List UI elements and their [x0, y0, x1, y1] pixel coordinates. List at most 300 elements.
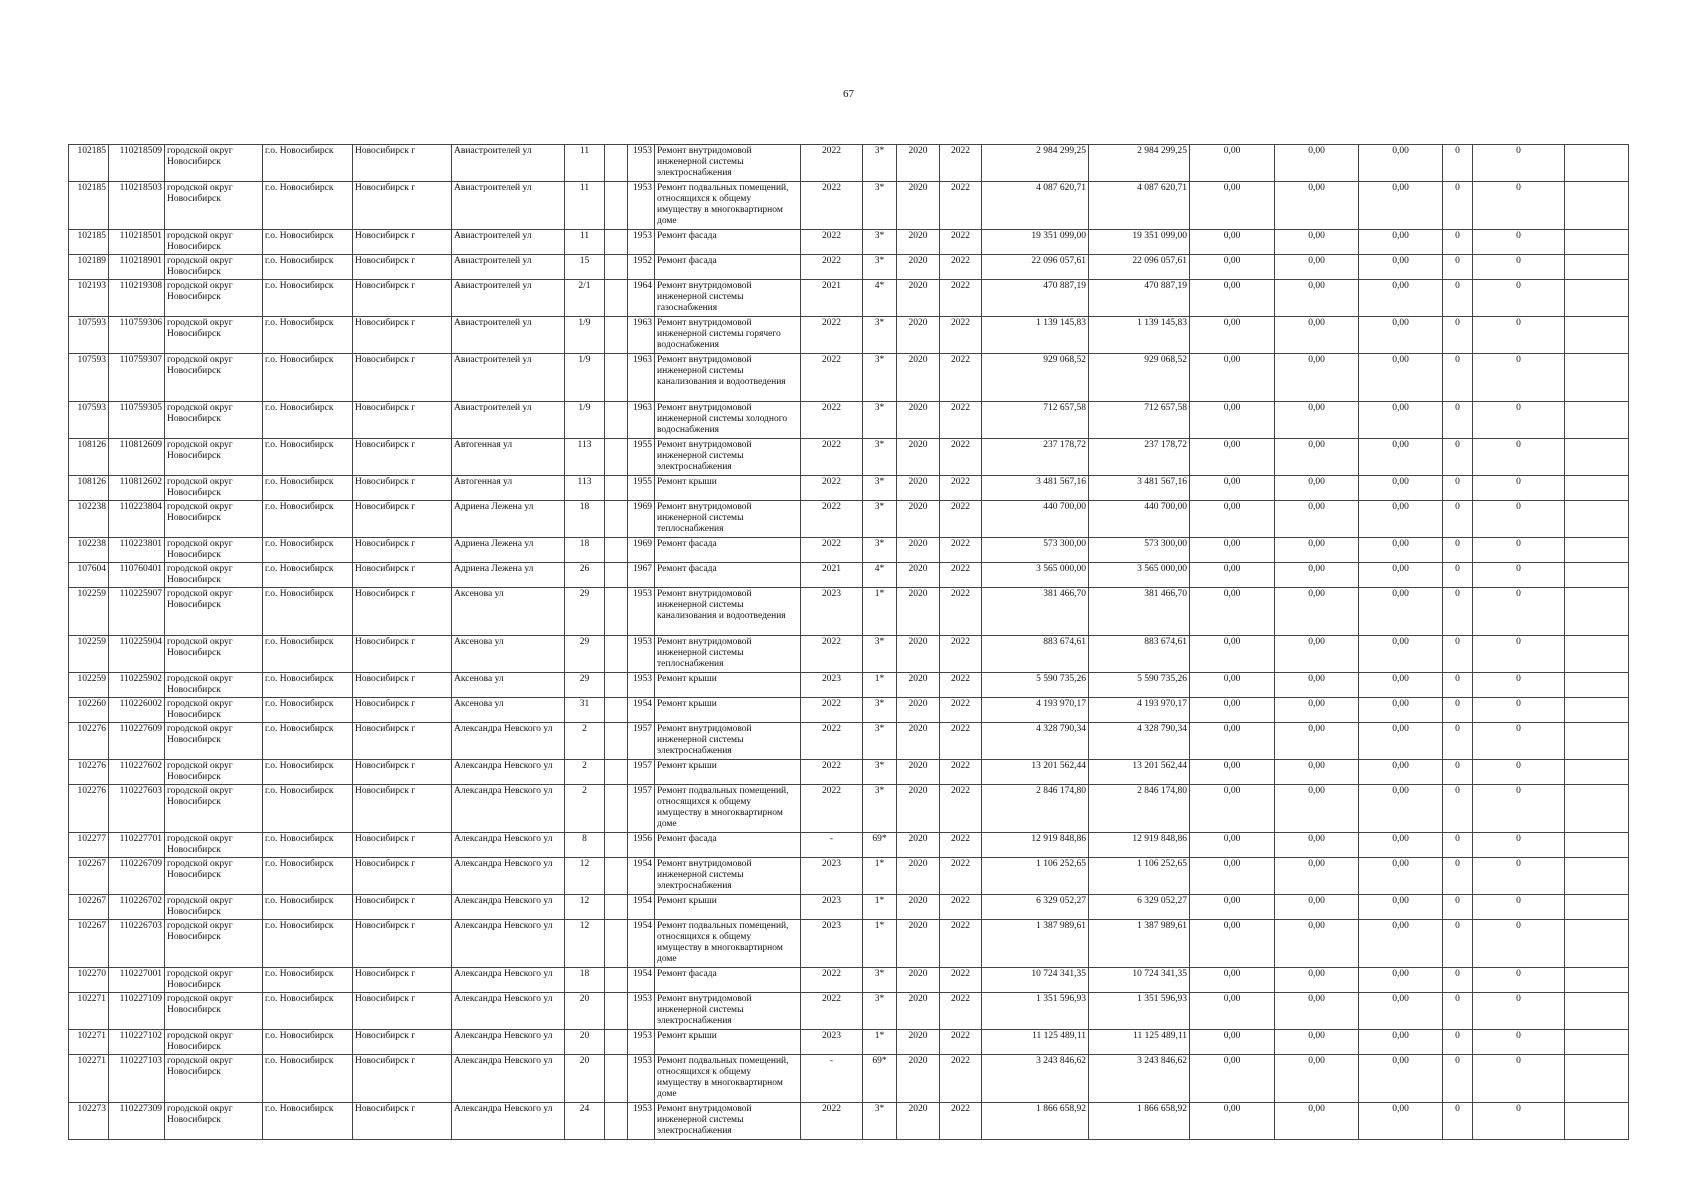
row-total-cost: 4 328 790,34	[982, 723, 1089, 760]
row-house: 113	[565, 439, 605, 476]
row-letter	[605, 563, 628, 588]
row-work-type: Ремонт фасада	[655, 968, 801, 993]
row-budget-b: 0,00	[1275, 858, 1359, 895]
row-count-d: 0	[1443, 255, 1473, 280]
row-budget-a: 0,00	[1190, 354, 1275, 402]
row-fund-cost: 10 724 341,35	[1089, 968, 1190, 993]
row-id: 107593	[69, 402, 109, 439]
row-priority: 3*	[863, 145, 897, 182]
row-plan-year: 2022	[801, 317, 863, 354]
row-id: 102270	[69, 968, 109, 993]
row-code: 110218503	[109, 182, 165, 230]
row-note	[1565, 833, 1629, 858]
row-work-type: Ремонт крыши	[655, 476, 801, 501]
row-year-start: 2020	[897, 588, 940, 636]
row-count-d: 0	[1443, 636, 1473, 673]
row-count-e: 0	[1473, 1055, 1565, 1103]
row-work-type: Ремонт крыши	[655, 1030, 801, 1055]
row-work-type: Ремонт внутридомовой инженерной системы холодного водоснабжения	[655, 402, 801, 439]
row-count-d: 0	[1443, 230, 1473, 255]
row-count-e: 0	[1473, 255, 1565, 280]
row-city: Новосибирск г	[353, 563, 452, 588]
row-house: 12	[565, 858, 605, 895]
row-fund-cost: 1 351 596,93	[1089, 993, 1190, 1030]
row-count-e: 0	[1473, 920, 1565, 968]
row-count-e: 0	[1473, 1030, 1565, 1055]
row-plan-year: 2023	[801, 1030, 863, 1055]
row-count-d: 0	[1443, 317, 1473, 354]
row-year-end: 2022	[940, 833, 982, 858]
row-budget-c: 0,00	[1359, 501, 1443, 538]
row-city: Новосибирск г	[353, 476, 452, 501]
row-priority: 3*	[863, 1103, 897, 1140]
row-year-end: 2022	[940, 760, 982, 785]
row-note	[1565, 760, 1629, 785]
row-id: 102185	[69, 230, 109, 255]
row-street: Александра Невского ул	[452, 895, 565, 920]
row-plan-year: -	[801, 833, 863, 858]
row-budget-b: 0,00	[1275, 673, 1359, 698]
row-budget-c: 0,00	[1359, 636, 1443, 673]
row-budget-b: 0,00	[1275, 255, 1359, 280]
row-street: Александра Невского ул	[452, 1055, 565, 1103]
row-city: Новосибирск г	[353, 255, 452, 280]
row-year-start: 2020	[897, 833, 940, 858]
row-total-cost: 712 657,58	[982, 402, 1089, 439]
row-municipality: г.о. Новосибирск	[263, 182, 353, 230]
row-note	[1565, 145, 1629, 182]
row-priority: 3*	[863, 968, 897, 993]
row-work-type: Ремонт крыши	[655, 698, 801, 723]
row-count-d: 0	[1443, 858, 1473, 895]
row-build-year: 1953	[628, 993, 655, 1030]
row-note	[1565, 723, 1629, 760]
row-code: 110759307	[109, 354, 165, 402]
row-code: 110225902	[109, 673, 165, 698]
row-street: Александра Невского ул	[452, 785, 565, 833]
row-build-year: 1953	[628, 588, 655, 636]
row-note	[1565, 476, 1629, 501]
row-code: 110225907	[109, 588, 165, 636]
row-city: Новосибирск г	[353, 1055, 452, 1103]
row-work-type: Ремонт крыши	[655, 895, 801, 920]
row-city: Новосибирск г	[353, 1103, 452, 1140]
row-year-start: 2020	[897, 1030, 940, 1055]
row-priority: 1*	[863, 673, 897, 698]
row-note	[1565, 230, 1629, 255]
row-city: Новосибирск г	[353, 317, 452, 354]
row-work-type: Ремонт подвальных помещений, относящихся к общему имуществу в многоквартирном доме	[655, 785, 801, 833]
row-id: 102267	[69, 920, 109, 968]
row-work-type: Ремонт фасада	[655, 538, 801, 563]
row-count-e: 0	[1473, 230, 1565, 255]
row-municipality: г.о. Новосибирск	[263, 636, 353, 673]
row-year-start: 2020	[897, 182, 940, 230]
row-work-type: Ремонт фасада	[655, 563, 801, 588]
row-count-e: 0	[1473, 563, 1565, 588]
row-street: Авиастроителей ул	[452, 182, 565, 230]
row-city: Новосибирск г	[353, 636, 452, 673]
row-municipality: г.о. Новосибирск	[263, 858, 353, 895]
row-budget-a: 0,00	[1190, 402, 1275, 439]
row-house: 29	[565, 673, 605, 698]
row-budget-c: 0,00	[1359, 1103, 1443, 1140]
row-district: городской округ Новосибирск	[165, 317, 263, 354]
row-letter	[605, 439, 628, 476]
row-year-end: 2022	[940, 895, 982, 920]
row-budget-c: 0,00	[1359, 895, 1443, 920]
table-row	[69, 354, 1629, 402]
table-row	[69, 1103, 1629, 1140]
row-priority: 69*	[863, 1055, 897, 1103]
row-municipality: г.о. Новосибирск	[263, 968, 353, 993]
row-year-start: 2020	[897, 280, 940, 317]
row-budget-a: 0,00	[1190, 858, 1275, 895]
row-build-year: 1953	[628, 1103, 655, 1140]
row-budget-c: 0,00	[1359, 1030, 1443, 1055]
row-city: Новосибирск г	[353, 920, 452, 968]
row-year-end: 2022	[940, 588, 982, 636]
row-letter	[605, 501, 628, 538]
table-row	[69, 833, 1629, 858]
row-count-d: 0	[1443, 476, 1473, 501]
row-build-year: 1963	[628, 402, 655, 439]
row-budget-c: 0,00	[1359, 1055, 1443, 1103]
row-year-end: 2022	[940, 1055, 982, 1103]
row-budget-a: 0,00	[1190, 993, 1275, 1030]
row-year-end: 2022	[940, 785, 982, 833]
row-street: Александра Невского ул	[452, 858, 565, 895]
row-year-end: 2022	[940, 920, 982, 968]
row-street: Авиастроителей ул	[452, 280, 565, 317]
row-budget-b: 0,00	[1275, 439, 1359, 476]
row-count-d: 0	[1443, 785, 1473, 833]
row-fund-cost: 2 846 174,80	[1089, 785, 1190, 833]
row-total-cost: 6 329 052,27	[982, 895, 1089, 920]
row-year-end: 2022	[940, 698, 982, 723]
row-code: 110223801	[109, 538, 165, 563]
row-note	[1565, 1055, 1629, 1103]
row-fund-cost: 237 178,72	[1089, 439, 1190, 476]
row-municipality: г.о. Новосибирск	[263, 588, 353, 636]
row-year-end: 2022	[940, 723, 982, 760]
row-count-d: 0	[1443, 723, 1473, 760]
row-year-end: 2022	[940, 280, 982, 317]
row-municipality: г.о. Новосибирск	[263, 760, 353, 785]
row-code: 110812602	[109, 476, 165, 501]
row-total-cost: 1 866 658,92	[982, 1103, 1089, 1140]
row-plan-year: 2021	[801, 563, 863, 588]
row-street: Александра Невского ул	[452, 723, 565, 760]
row-fund-cost: 573 300,00	[1089, 538, 1190, 563]
row-code: 110759306	[109, 317, 165, 354]
row-work-type: Ремонт фасада	[655, 833, 801, 858]
row-district: городской округ Новосибирск	[165, 538, 263, 563]
row-plan-year: 2023	[801, 920, 863, 968]
table-row	[69, 476, 1629, 501]
row-district: городской округ Новосибирск	[165, 501, 263, 538]
row-work-type: Ремонт крыши	[655, 760, 801, 785]
row-district: городской округ Новосибирск	[165, 1055, 263, 1103]
row-fund-cost: 6 329 052,27	[1089, 895, 1190, 920]
row-work-type: Ремонт внутридомовой инженерной системы теплоснабжения	[655, 501, 801, 538]
row-year-start: 2020	[897, 538, 940, 563]
row-total-cost: 573 300,00	[982, 538, 1089, 563]
row-street: Адриена Лежена ул	[452, 538, 565, 563]
table-row	[69, 317, 1629, 354]
row-budget-a: 0,00	[1190, 230, 1275, 255]
row-id: 102189	[69, 255, 109, 280]
row-budget-a: 0,00	[1190, 1055, 1275, 1103]
row-work-type: Ремонт внутридомовой инженерной системы канализования и водоотведения	[655, 354, 801, 402]
row-budget-b: 0,00	[1275, 1030, 1359, 1055]
row-year-start: 2020	[897, 698, 940, 723]
row-city: Новосибирск г	[353, 895, 452, 920]
row-build-year: 1957	[628, 723, 655, 760]
row-year-end: 2022	[940, 145, 982, 182]
row-priority: 3*	[863, 698, 897, 723]
row-house: 12	[565, 920, 605, 968]
row-district: городской округ Новосибирск	[165, 785, 263, 833]
row-municipality: г.о. Новосибирск	[263, 723, 353, 760]
row-district: городской округ Новосибирск	[165, 993, 263, 1030]
row-municipality: г.о. Новосибирск	[263, 920, 353, 968]
row-letter	[605, 673, 628, 698]
row-build-year: 1953	[628, 673, 655, 698]
table-row	[69, 895, 1629, 920]
row-district: городской округ Новосибирск	[165, 723, 263, 760]
row-fund-cost: 13 201 562,44	[1089, 760, 1190, 785]
row-build-year: 1969	[628, 501, 655, 538]
row-priority: 3*	[863, 255, 897, 280]
row-build-year: 1969	[628, 538, 655, 563]
row-municipality: г.о. Новосибирск	[263, 895, 353, 920]
row-code: 110226709	[109, 858, 165, 895]
row-year-end: 2022	[940, 255, 982, 280]
row-budget-a: 0,00	[1190, 280, 1275, 317]
row-district: городской округ Новосибирск	[165, 1030, 263, 1055]
row-budget-c: 0,00	[1359, 993, 1443, 1030]
row-municipality: г.о. Новосибирск	[263, 317, 353, 354]
row-build-year: 1953	[628, 145, 655, 182]
row-house: 1/9	[565, 402, 605, 439]
row-count-e: 0	[1473, 476, 1565, 501]
row-house: 1/9	[565, 317, 605, 354]
row-year-end: 2022	[940, 1030, 982, 1055]
row-budget-b: 0,00	[1275, 895, 1359, 920]
row-budget-b: 0,00	[1275, 588, 1359, 636]
row-letter	[605, 538, 628, 563]
row-year-start: 2020	[897, 673, 940, 698]
row-municipality: г.о. Новосибирск	[263, 785, 353, 833]
row-budget-b: 0,00	[1275, 1055, 1359, 1103]
row-district: городской округ Новосибирск	[165, 588, 263, 636]
row-code: 110227001	[109, 968, 165, 993]
row-plan-year: 2023	[801, 673, 863, 698]
row-municipality: г.о. Новосибирск	[263, 280, 353, 317]
row-budget-a: 0,00	[1190, 895, 1275, 920]
row-letter	[605, 993, 628, 1030]
row-budget-b: 0,00	[1275, 182, 1359, 230]
row-district: городской округ Новосибирск	[165, 563, 263, 588]
row-house: 20	[565, 993, 605, 1030]
row-plan-year: 2022	[801, 1103, 863, 1140]
row-count-d: 0	[1443, 895, 1473, 920]
row-budget-b: 0,00	[1275, 636, 1359, 673]
row-id: 102276	[69, 723, 109, 760]
row-work-type: Ремонт крыши	[655, 673, 801, 698]
row-priority: 3*	[863, 501, 897, 538]
row-code: 110225904	[109, 636, 165, 673]
row-municipality: г.о. Новосибирск	[263, 145, 353, 182]
row-letter	[605, 402, 628, 439]
row-budget-c: 0,00	[1359, 317, 1443, 354]
row-work-type: Ремонт внутридомовой инженерной системы горячего водоснабжения	[655, 317, 801, 354]
row-budget-b: 0,00	[1275, 563, 1359, 588]
row-city: Новосибирск г	[353, 760, 452, 785]
row-budget-c: 0,00	[1359, 476, 1443, 501]
row-id: 107593	[69, 317, 109, 354]
row-letter	[605, 785, 628, 833]
row-budget-a: 0,00	[1190, 439, 1275, 476]
row-budget-a: 0,00	[1190, 723, 1275, 760]
row-total-cost: 4 087 620,71	[982, 182, 1089, 230]
row-street: Авиастроителей ул	[452, 317, 565, 354]
table-row	[69, 439, 1629, 476]
row-fund-cost: 929 068,52	[1089, 354, 1190, 402]
row-letter	[605, 760, 628, 785]
row-fund-cost: 11 125 489,11	[1089, 1030, 1190, 1055]
row-code: 110227309	[109, 1103, 165, 1140]
row-house: 11	[565, 145, 605, 182]
row-city: Новосибирск г	[353, 833, 452, 858]
row-id: 102267	[69, 858, 109, 895]
row-house: 24	[565, 1103, 605, 1140]
row-total-cost: 10 724 341,35	[982, 968, 1089, 993]
row-budget-a: 0,00	[1190, 501, 1275, 538]
row-total-cost: 19 351 099,00	[982, 230, 1089, 255]
row-priority: 69*	[863, 833, 897, 858]
row-street: Авиастроителей ул	[452, 354, 565, 402]
row-id: 102259	[69, 673, 109, 698]
row-work-type: Ремонт подвальных помещений, относящихся к общему имуществу в многоквартирном доме	[655, 920, 801, 968]
row-code: 110227102	[109, 1030, 165, 1055]
row-district: городской округ Новосибирск	[165, 354, 263, 402]
row-letter	[605, 1055, 628, 1103]
row-count-e: 0	[1473, 354, 1565, 402]
row-letter	[605, 588, 628, 636]
row-count-e: 0	[1473, 1103, 1565, 1140]
row-total-cost: 470 887,19	[982, 280, 1089, 317]
table-row	[69, 723, 1629, 760]
row-total-cost: 1 139 145,83	[982, 317, 1089, 354]
row-city: Новосибирск г	[353, 588, 452, 636]
row-total-cost: 381 466,70	[982, 588, 1089, 636]
row-street: Александра Невского ул	[452, 920, 565, 968]
row-id: 102277	[69, 833, 109, 858]
row-count-e: 0	[1473, 636, 1565, 673]
row-district: городской округ Новосибирск	[165, 698, 263, 723]
row-year-start: 2020	[897, 723, 940, 760]
row-count-d: 0	[1443, 968, 1473, 993]
row-house: 1/9	[565, 354, 605, 402]
table-row	[69, 182, 1629, 230]
row-street: Александра Невского ул	[452, 1030, 565, 1055]
row-budget-c: 0,00	[1359, 920, 1443, 968]
row-id: 102259	[69, 588, 109, 636]
row-year-end: 2022	[940, 182, 982, 230]
row-build-year: 1953	[628, 1055, 655, 1103]
row-id: 102185	[69, 182, 109, 230]
row-work-type: Ремонт внутридомовой инженерной системы электроснабжения	[655, 1103, 801, 1140]
row-code: 110227609	[109, 723, 165, 760]
row-house: 26	[565, 563, 605, 588]
row-plan-year: 2023	[801, 588, 863, 636]
row-municipality: г.о. Новосибирск	[263, 476, 353, 501]
row-year-end: 2022	[940, 501, 982, 538]
row-street: Александра Невского ул	[452, 993, 565, 1030]
row-id: 102271	[69, 993, 109, 1030]
row-count-e: 0	[1473, 182, 1565, 230]
row-fund-cost: 22 096 057,61	[1089, 255, 1190, 280]
row-note	[1565, 538, 1629, 563]
row-count-e: 0	[1473, 439, 1565, 476]
row-plan-year: 2022	[801, 636, 863, 673]
row-letter	[605, 354, 628, 402]
row-code: 110218509	[109, 145, 165, 182]
row-house: 15	[565, 255, 605, 280]
row-count-d: 0	[1443, 402, 1473, 439]
table-row	[69, 501, 1629, 538]
row-code: 110812609	[109, 439, 165, 476]
row-note	[1565, 501, 1629, 538]
row-note	[1565, 563, 1629, 588]
row-budget-a: 0,00	[1190, 563, 1275, 588]
row-code: 110226702	[109, 895, 165, 920]
row-code: 110223804	[109, 501, 165, 538]
row-fund-cost: 3 243 846,62	[1089, 1055, 1190, 1103]
table-row	[69, 538, 1629, 563]
row-house: 2/1	[565, 280, 605, 317]
row-note	[1565, 993, 1629, 1030]
row-budget-c: 0,00	[1359, 354, 1443, 402]
row-count-d: 0	[1443, 833, 1473, 858]
row-district: городской округ Новосибирск	[165, 760, 263, 785]
row-count-d: 0	[1443, 182, 1473, 230]
row-house: 18	[565, 501, 605, 538]
row-priority: 3*	[863, 476, 897, 501]
row-plan-year: 2022	[801, 760, 863, 785]
row-letter	[605, 317, 628, 354]
row-code: 110227103	[109, 1055, 165, 1103]
row-letter	[605, 920, 628, 968]
table-row	[69, 402, 1629, 439]
row-priority: 3*	[863, 993, 897, 1030]
row-house: 18	[565, 968, 605, 993]
row-note	[1565, 673, 1629, 698]
row-fund-cost: 712 657,58	[1089, 402, 1190, 439]
row-build-year: 1956	[628, 833, 655, 858]
row-count-d: 0	[1443, 354, 1473, 402]
row-year-end: 2022	[940, 993, 982, 1030]
row-fund-cost: 2 984 299,25	[1089, 145, 1190, 182]
row-priority: 4*	[863, 563, 897, 588]
row-city: Новосибирск г	[353, 673, 452, 698]
table-row	[69, 785, 1629, 833]
row-build-year: 1963	[628, 354, 655, 402]
row-year-start: 2020	[897, 317, 940, 354]
row-budget-b: 0,00	[1275, 993, 1359, 1030]
